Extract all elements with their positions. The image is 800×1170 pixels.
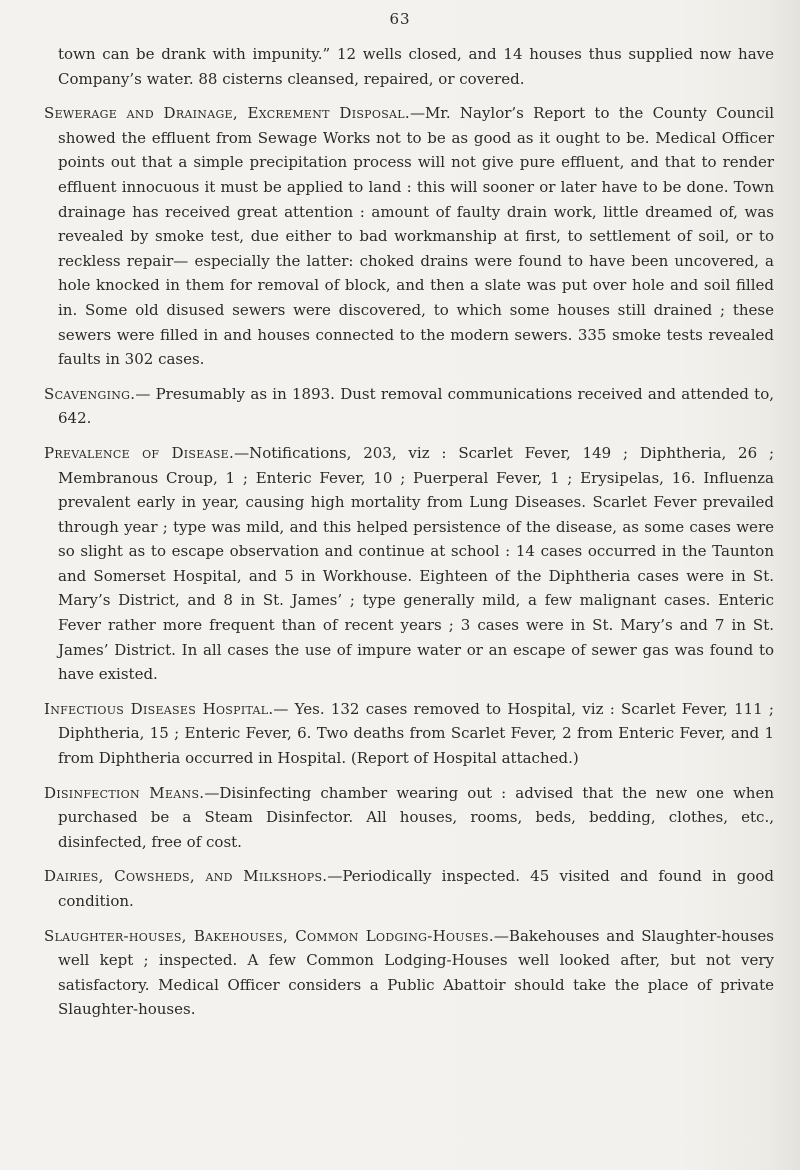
paragraph-text: —Mr. Naylor’s Report to the County Council showed the effluent from Sewage Works not to be as good as it ought to be. Medical Officer points out that a simple precipitation process will not give pure effluent, and that to render effluent innocuous it must be applied to land : this will sooner or later have to be done. Town drainage has received great attention : amount of faulty drain work, little dreamed of, was revealed by smoke test, due either to bad workmanship at first, to settlement of soil, or to reckless repair— especially the latter: choked drains were found to have been uncovered, a hole knocked in them for removal of block, and then a slate was put over hole and soil filled in. Some old disused sewers were discovered, to which some houses still drained ; these sewers were filled in and houses connected to the modern sewers. 335 smoke tests revealed faults in 302 cases. [58,104,774,369]
paragraph-water-supply-continued [58,42,774,91]
paragraph-dairies [44,864,774,913]
paragraph-text: —Notifications, 203, viz : Scarlet Fever, 149 ; Diphtheria, 26 ; Membranous Croup, 1 ; Enteric Fever, 10 ; Puerperal Fever, 1 ; Erysipelas, 16. Influenza prevalent early in year, causing high mortality from Lung Diseases. Scarlet Fever prevailed through year ; type was mild, and this helped persistence of the disease, as some cases were so slight as to escape observation and continue at school : 14 cases occurred in the Taunton and Somerset Hospital, and 5 in Workhouse. Eighteen of the Diphtheria cases were in St. Mary’s District, and 8 in St. James’ ; type generally mild, a few malignant cases. Enteric Fever rather more frequent than of recent years ; 3 cases were in St. Mary’s and 7 in St. James’ District. In all cases the use of impure water or an escape of sewer gas was found to have existed. [58,443,775,684]
section-heading-scavenging: Scavenging. [44,384,136,403]
paragraph-prevalence-of-disease [44,441,774,687]
paragraph-scavenging [44,382,774,431]
paragraph-text: —Disinfecting chamber wearing out : advised that the new one when purchased be a Steam Disinfector. All houses, rooms, beds, bedding, clothes, etc., disinfected, free of cost. [58,783,774,851]
section-heading-slaughter-houses: Slaughter-houses, Bakehouses, Common Lodging-Houses. [44,926,494,945]
paragraph-sewerage [44,101,774,372]
paragraph-slaughter-houses [44,924,774,1022]
paragraph-disinfection [44,781,774,855]
paragraph-text: — Presumably as in 1893. Dust removal communications received and attended to, 642. [58,384,774,428]
paragraph-text: —Periodically inspected. 45 visited and found in good condition. [58,867,774,910]
paragraph-infectious-hospital [44,697,774,771]
section-heading-prevalence: Prevalence of Disease. [44,443,235,462]
section-heading-disinfection: Disinfection Means. [44,783,205,802]
paragraph-text: town can be drank with impunity.” 12 wells closed, and 14 houses thus supplied now have Company’s water. 88 cisterns cleansed, repaired, or covered. [58,45,774,88]
paragraph-text: —Bakehouses and Slaughter-houses well kept ; inspected. A few Common Lodging-Houses well looked after, but not very satisfactory. Medical Officer considers a Public Abattoir should take the place of private Slaughter-houses. [58,926,774,1019]
section-heading-dairies: Dairies, Cowsheds, and Milkshops. [44,867,328,886]
page-body [44,42,774,1032]
section-heading-hospital: Infectious Diseases Hospital. [44,699,274,718]
section-heading-sewerage: Sewerage and Drainage, Excrement Disposal. [44,104,410,123]
paragraph-text: — Yes. 132 cases removed to Hospital, viz : Scarlet Fever, 111 ; Diphtheria, 15 ; Enteric Fever, 6. Two deaths from Scarlet Fever, 2 from Enteric Fever, and 1 from Diphtheria occurred in Hospital. (Report of Hospital attached.) [58,699,774,768]
page-number: 63 [389,10,411,28]
